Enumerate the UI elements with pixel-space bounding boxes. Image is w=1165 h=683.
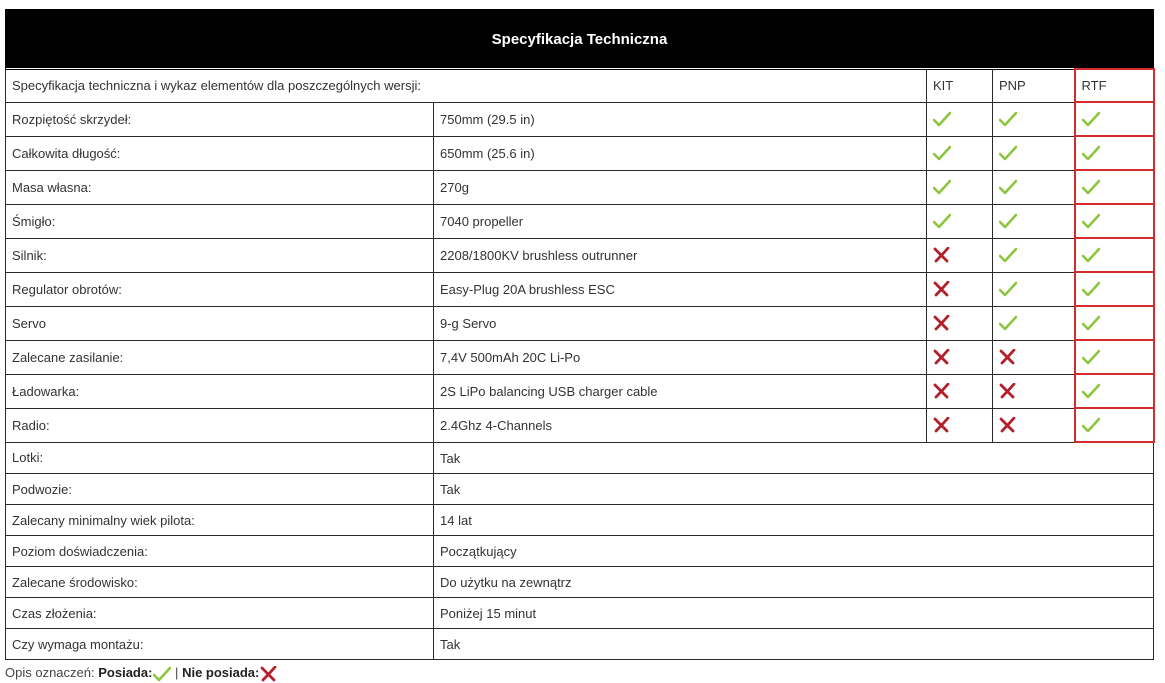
rtf-mark-cell — [1075, 408, 1154, 442]
table-row — [6, 102, 1154, 136]
table-row — [6, 136, 1154, 170]
check-icon — [999, 179, 1017, 195]
row-label: Poziom doświadczenia: — [6, 536, 434, 567]
row-label: Ładowarka: — [6, 374, 434, 408]
row-value: Tak — [434, 629, 1154, 660]
row-label: Zalecane zasilanie: — [6, 340, 434, 374]
table-row — [6, 629, 1154, 660]
legend-separator: | — [175, 665, 179, 680]
cross-icon — [933, 383, 950, 399]
check-icon — [999, 315, 1017, 331]
rtf-mark-cell — [1075, 102, 1154, 136]
spec-table — [5, 9, 1155, 660]
kit-mark-cell — [927, 204, 993, 238]
row-label: Masa własna: — [6, 170, 434, 204]
table-row — [6, 567, 1154, 598]
legend-prefix: Opis oznaczeń: — [5, 665, 95, 680]
check-icon — [152, 665, 171, 680]
rtf-mark-cell — [1075, 136, 1154, 170]
check-icon — [1082, 247, 1100, 263]
legend-not-label: Nie posiada: — [182, 665, 260, 680]
row-label: Silnik: — [6, 238, 434, 272]
pnp-mark-cell — [993, 374, 1075, 408]
check-icon — [999, 111, 1017, 127]
rtf-mark-cell — [1075, 272, 1154, 306]
row-value: 750mm (29.5 in) — [434, 102, 927, 136]
table-header-row — [6, 10, 1154, 70]
check-icon — [1082, 179, 1100, 195]
cross-icon — [999, 383, 1016, 399]
row-label: Podwozie: — [6, 474, 434, 505]
pnp-mark-cell — [993, 170, 1075, 204]
check-icon — [1082, 281, 1100, 297]
pnp-mark-cell — [993, 136, 1075, 170]
row-label: Rozpiętość skrzydeł: — [6, 102, 434, 136]
table-row — [6, 474, 1154, 505]
row-value: 650mm (25.6 in) — [434, 136, 927, 170]
row-label: Regulator obrotów: — [6, 272, 434, 306]
kit-mark-cell — [927, 374, 993, 408]
table-row — [6, 374, 1154, 408]
table-row — [6, 408, 1154, 442]
check-icon — [999, 281, 1017, 297]
check-icon — [1082, 383, 1100, 399]
row-label: Radio: — [6, 408, 434, 442]
row-value: 7,4V 500mAh 20C Li-Po — [434, 340, 927, 374]
row-value: Do użytku na zewnątrz — [434, 567, 1154, 598]
table-row — [6, 272, 1154, 306]
pnp-mark-cell — [993, 238, 1075, 272]
check-icon — [1082, 111, 1100, 127]
row-label: Zalecany minimalny wiek pilota: — [6, 505, 434, 536]
rtf-mark-cell — [1075, 306, 1154, 340]
legend — [5, 665, 277, 682]
table-row — [6, 505, 1154, 536]
legend-has-label: Posiada: — [98, 665, 153, 680]
intro-text: Specyfikacja techniczna i wykaz elementów dla poszczególnych wersji: — [6, 69, 927, 102]
cross-icon — [999, 349, 1016, 365]
row-label: Servo — [6, 306, 434, 340]
pnp-mark-cell — [993, 102, 1075, 136]
check-icon — [1082, 417, 1100, 433]
pnp-mark-cell — [993, 340, 1075, 374]
page-title: Specyfikacja Techniczna — [6, 10, 1154, 70]
cross-icon — [933, 281, 950, 297]
pnp-mark-cell — [993, 306, 1075, 340]
row-label: Czy wymaga montażu: — [6, 629, 434, 660]
rtf-mark-cell — [1075, 340, 1154, 374]
table-row — [6, 170, 1154, 204]
row-value: Tak — [434, 442, 1154, 474]
check-icon — [933, 111, 951, 127]
version-rtf-header: RTF — [1075, 69, 1154, 102]
row-value: 2.4Ghz 4-Channels — [434, 408, 927, 442]
check-icon — [933, 145, 951, 161]
kit-mark-cell — [927, 102, 993, 136]
check-icon — [999, 247, 1017, 263]
table-row — [6, 204, 1154, 238]
row-label: Czas złożenia: — [6, 598, 434, 629]
kit-mark-cell — [927, 238, 993, 272]
check-icon — [999, 145, 1017, 161]
row-value: Początkujący — [434, 536, 1154, 567]
version-kit-header: KIT — [927, 69, 993, 102]
cross-icon — [259, 665, 277, 680]
check-icon — [999, 213, 1017, 229]
cross-icon — [933, 247, 950, 263]
row-label: Całkowita długość: — [6, 136, 434, 170]
row-value: 9-g Servo — [434, 306, 927, 340]
row-value: 2208/1800KV brushless outrunner — [434, 238, 927, 272]
kit-mark-cell — [927, 306, 993, 340]
table-row — [6, 238, 1154, 272]
table-row — [6, 306, 1154, 340]
row-value: 2S LiPo balancing USB charger cable — [434, 374, 927, 408]
check-icon — [1082, 349, 1100, 365]
rtf-mark-cell — [1075, 204, 1154, 238]
check-icon — [933, 179, 951, 195]
check-icon — [1082, 145, 1100, 161]
cross-icon — [933, 349, 950, 365]
table-row — [6, 536, 1154, 567]
check-icon — [933, 213, 951, 229]
rtf-mark-cell — [1075, 170, 1154, 204]
table-row — [6, 598, 1154, 629]
kit-mark-cell — [927, 408, 993, 442]
row-label: Lotki: — [6, 442, 434, 474]
kit-mark-cell — [927, 170, 993, 204]
row-value: 14 lat — [434, 505, 1154, 536]
table-row — [6, 340, 1154, 374]
row-value: 7040 propeller — [434, 204, 927, 238]
check-icon — [1082, 315, 1100, 331]
row-value: Easy-Plug 20A brushless ESC — [434, 272, 927, 306]
pnp-mark-cell — [993, 272, 1075, 306]
kit-mark-cell — [927, 272, 993, 306]
kit-mark-cell — [927, 340, 993, 374]
pnp-mark-cell — [993, 204, 1075, 238]
rtf-mark-cell — [1075, 374, 1154, 408]
pnp-mark-cell — [993, 408, 1075, 442]
version-pnp-header: PNP — [993, 69, 1075, 102]
versions-row — [6, 69, 1154, 102]
cross-icon — [933, 417, 950, 433]
table-row — [6, 442, 1154, 474]
row-value: Poniżej 15 minut — [434, 598, 1154, 629]
row-label: Śmigło: — [6, 204, 434, 238]
row-value: 270g — [434, 170, 927, 204]
cross-icon — [999, 417, 1016, 433]
row-label: Zalecane środowisko: — [6, 567, 434, 598]
check-icon — [1082, 213, 1100, 229]
kit-mark-cell — [927, 136, 993, 170]
cross-icon — [933, 315, 950, 331]
row-value: Tak — [434, 474, 1154, 505]
rtf-mark-cell — [1075, 238, 1154, 272]
